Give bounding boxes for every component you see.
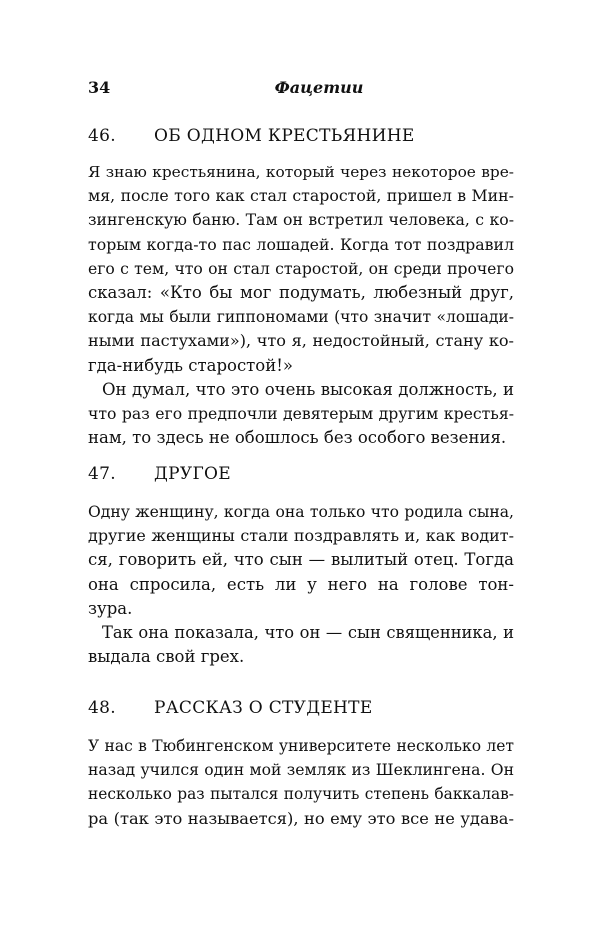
text-line: ся, говорить ей, что сын — вылитый отец. Тогда	[88, 550, 514, 570]
text-line: У нас в Тюбингенском университете несколько лет	[88, 737, 514, 755]
page-number: 34	[88, 78, 111, 97]
section-title: ДРУГОЕ	[154, 464, 231, 484]
book-title: Фацетии	[274, 78, 364, 97]
text-line: выдала свой грех.	[88, 647, 245, 667]
text-line: она спросила, есть ли у него на голове тон-	[88, 574, 514, 594]
section-48	[88, 696, 514, 831]
text-line: Так она показала, что он — сын священника, и	[102, 623, 514, 643]
text-line: Я знаю крестьянина, который через некоторое вре-	[88, 163, 514, 181]
text-line: гда-нибудь старостой!»	[88, 355, 293, 375]
paragraph	[88, 378, 514, 451]
section-number: 46.	[88, 126, 116, 146]
paragraph	[88, 734, 514, 831]
running-head	[88, 76, 514, 100]
section-title: РАССКАЗ О СТУДЕНТЕ	[154, 698, 373, 718]
text-line: несколько раз пытался получить степень баккалав-	[88, 785, 514, 804]
section-heading	[88, 124, 514, 148]
section-heading	[88, 462, 514, 486]
text-line: торым когда-то пас лошадей. Когда тот поздравил	[88, 234, 514, 254]
text-line: ра (так это называется), но ему это все не удава-	[88, 808, 514, 828]
section-number: 47.	[88, 464, 116, 484]
text-line: что раз его предпочли девятерым другим крестья-	[88, 404, 514, 424]
text-line: Он думал, что это очень высокая должность, и	[102, 379, 514, 399]
section-title: ОБ ОДНОМ КРЕСТЬЯНИНЕ	[154, 126, 415, 146]
text-line: назад учился один мой земляк из Шеклингена. Он	[88, 761, 514, 780]
section-number: 48.	[88, 698, 116, 718]
paragraph	[88, 621, 514, 669]
book-page	[88, 76, 514, 828]
section-47	[88, 462, 514, 669]
paragraph	[88, 500, 514, 621]
section-46	[88, 124, 514, 450]
text-line: сказал: «Кто бы мог подумать, любезный друг,	[88, 283, 514, 303]
text-line: зингенскую баню. Там он встретил человека, с ко-	[88, 210, 514, 230]
section-heading	[88, 696, 514, 720]
text-line: его с тем, что он стал старостой, он среди прочего	[88, 259, 514, 278]
text-line: когда мы были гиппономами (что значит «лошади-	[88, 308, 514, 327]
text-line: зура.	[88, 598, 133, 618]
text-line: нам, то здесь не обошлось без особого везения.	[88, 428, 507, 448]
text-line: ными пастухами»), что я, недостойный, стану ко-	[88, 331, 514, 351]
paragraph	[88, 160, 514, 378]
text-line: другие женщины стали поздравлять и, как водит-	[88, 526, 514, 546]
text-line: Одну женщину, когда она только что родила сына,	[88, 503, 514, 521]
text-line: мя, после того как стал старостой, пришел в Мин-	[88, 186, 514, 206]
